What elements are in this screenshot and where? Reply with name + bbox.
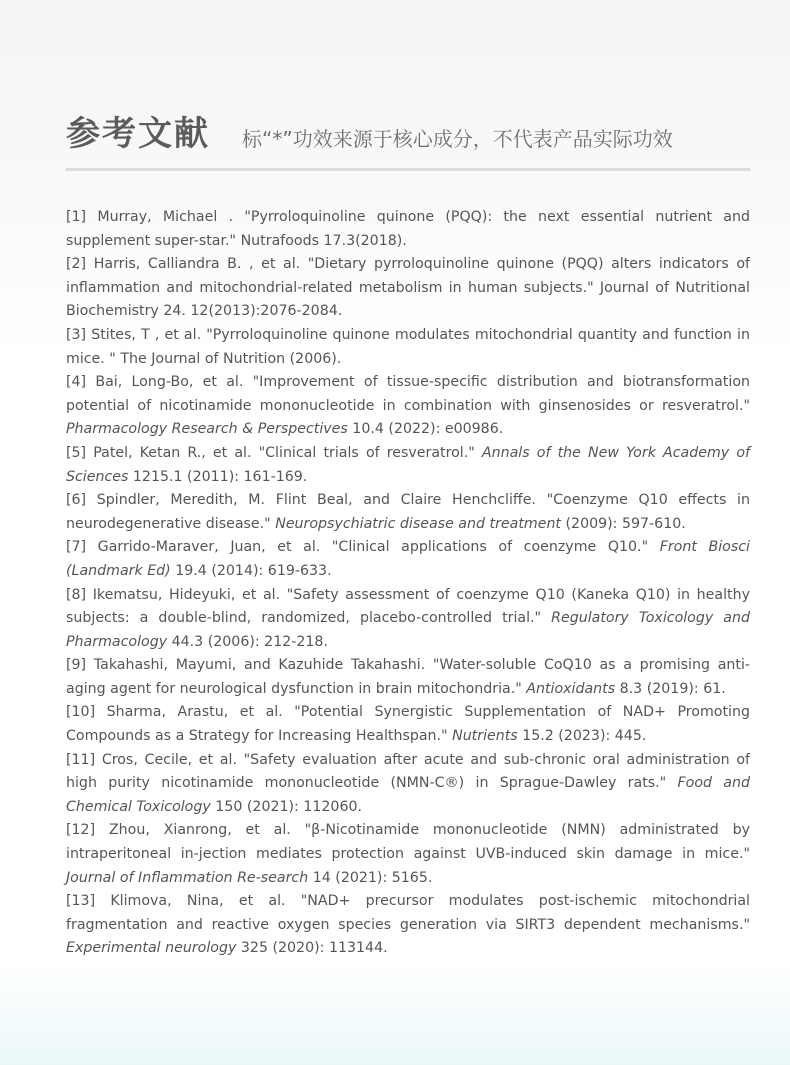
reference-list [66, 206, 750, 961]
reference-item-13 [66, 890, 750, 961]
reference-item-9 [66, 654, 750, 701]
reference-item-5 [66, 442, 750, 489]
reference-citation: 19.4 (2014): 619-633. [170, 562, 332, 579]
reference-text: [10] Sharma, Arastu, et al. "Potential Synergistic Supplementation of NAD+ Promoting Compounds as a Strategy for Increasing Healthspan." [66, 704, 750, 745]
reference-journal: Annals of the New York Academy of Sciences [66, 444, 750, 485]
reference-citation: 10.4 (2022): e00986. [347, 421, 504, 438]
reference-citation: 1215.1 (2011): 161-169. [128, 468, 308, 485]
reference-text: [13] Klimova, Nina, et al. "NAD+ precursor modulates post-ischemic mitochondrial fragmentation and reactive oxygen species generation via SIRT3 dependent mechanisms." [66, 893, 750, 933]
reference-text: [1] Murray, Michael . "Pyrroloquinoline quinone (PQQ): the next essential nutrient and supplement super-star." Nutrafoods 17.3(2018). [66, 209, 750, 249]
reference-text: [9] Takahashi, Mayumi, and Kazuhide Takahashi. "Water-soluble CoQ10 as a promising anti-aging agent for neurological dysfunction in brain mitochondria." [66, 657, 750, 697]
reference-text: [5] Patel, Ketan R., et al. "Clinical trials of resveratrol." [66, 444, 482, 461]
header-divider [66, 168, 750, 171]
reference-citation: 15.2 (2023): 445. [517, 728, 647, 745]
reference-citation: 8.3 (2019): 61. [615, 680, 726, 697]
reference-journal: Front Biosci (Landmark Ed) [66, 539, 750, 579]
reference-text: [7] Garrido-Maraver, Juan, et al. "Clinical applications of coenzyme Q10." [66, 539, 660, 556]
reference-journal: Journal of Inflammation Re-search [66, 869, 309, 886]
reference-text: [6] Spindler, Meredith, M. Flint Beal, and Claire Henchcliffe. "Coenzyme Q10 effects in neurodegenerative disease." [66, 492, 750, 532]
reference-journal: Pharmacology Research & Perspectives [66, 421, 348, 438]
reference-text: [11] Cros, Cecile, et al. "Safety evaluation after acute and sub-chronic oral administration of high purity nicotinamide mononucleotide (NMN-C®) in Sprague-Dawley rats." [66, 751, 750, 792]
disclaimer-note: 标“*”功效来源于核心成分，不代表产品实际功效 [242, 127, 673, 151]
reference-journal: Antioxidants [526, 680, 616, 697]
reference-journal: Food and Chemical Toxicology [66, 775, 750, 815]
reference-citation: 14 (2021): 5165. [308, 869, 433, 886]
reference-journal: Regulatory Toxicology and Pharmacology [66, 610, 750, 650]
reference-item-2 [66, 253, 750, 324]
reference-journal: Nutrients [452, 728, 518, 745]
reference-item-6 [66, 489, 750, 536]
reference-item-12 [66, 819, 750, 890]
reference-item-3 [66, 324, 750, 371]
reference-item-10 [66, 701, 750, 748]
page-title: 参考文献 [66, 114, 210, 154]
reference-text: [2] Harris, Calliandra B. , et al. "Dietary pyrroloquinoline quinone (PQQ) alters indicators of inflammation and mitochondrial-related metabolism in human subjects." Journal of Nutritional Biochemistry 24. 12(2013):2076-2084. [66, 256, 750, 320]
reference-citation: 325 (2020): 113144. [236, 940, 388, 957]
reference-item-7 [66, 536, 750, 583]
reference-item-8 [66, 584, 750, 655]
reference-item-11 [66, 749, 750, 820]
reference-citation: (2009): 597-610. [561, 515, 686, 532]
reference-text: [4] Bai, Long-Bo, et al. "Improvement of tissue-specific distribution and biotransformation potential of nicotinamide mononucleotide in combination with ginsenosides or resveratrol." [66, 374, 750, 414]
reference-journal: Experimental neurology [66, 940, 237, 957]
reference-item-4 [66, 371, 750, 442]
reference-text: [8] Ikematsu, Hideyuki, et al. "Safety assessment of coenzyme Q10 (Kaneka Q10) in healthy subjects: a double-blind, randomized, placebo-controlled trial." [66, 586, 750, 627]
reference-text: [12] Zhou, Xianrong, et al. "β-Nicotinamide mononucleotide (NMN) administrated by intraperitoneal in-jection mediates protection against UVB-induced skin damage in mice." [66, 822, 750, 863]
section-header [66, 112, 746, 160]
reference-citation: 44.3 (2006): 212-218. [167, 633, 328, 650]
reference-item-1 [66, 206, 750, 253]
reference-journal: Neuropsychiatric disease and treatment [275, 515, 561, 532]
reference-text: [3] Stites, T , et al. "Pyrroloquinoline quinone modulates mitochondrial quantity and function in mice. " The Journal of Nutrition (2006). [66, 326, 750, 367]
reference-citation: 150 (2021): 112060. [210, 798, 363, 815]
